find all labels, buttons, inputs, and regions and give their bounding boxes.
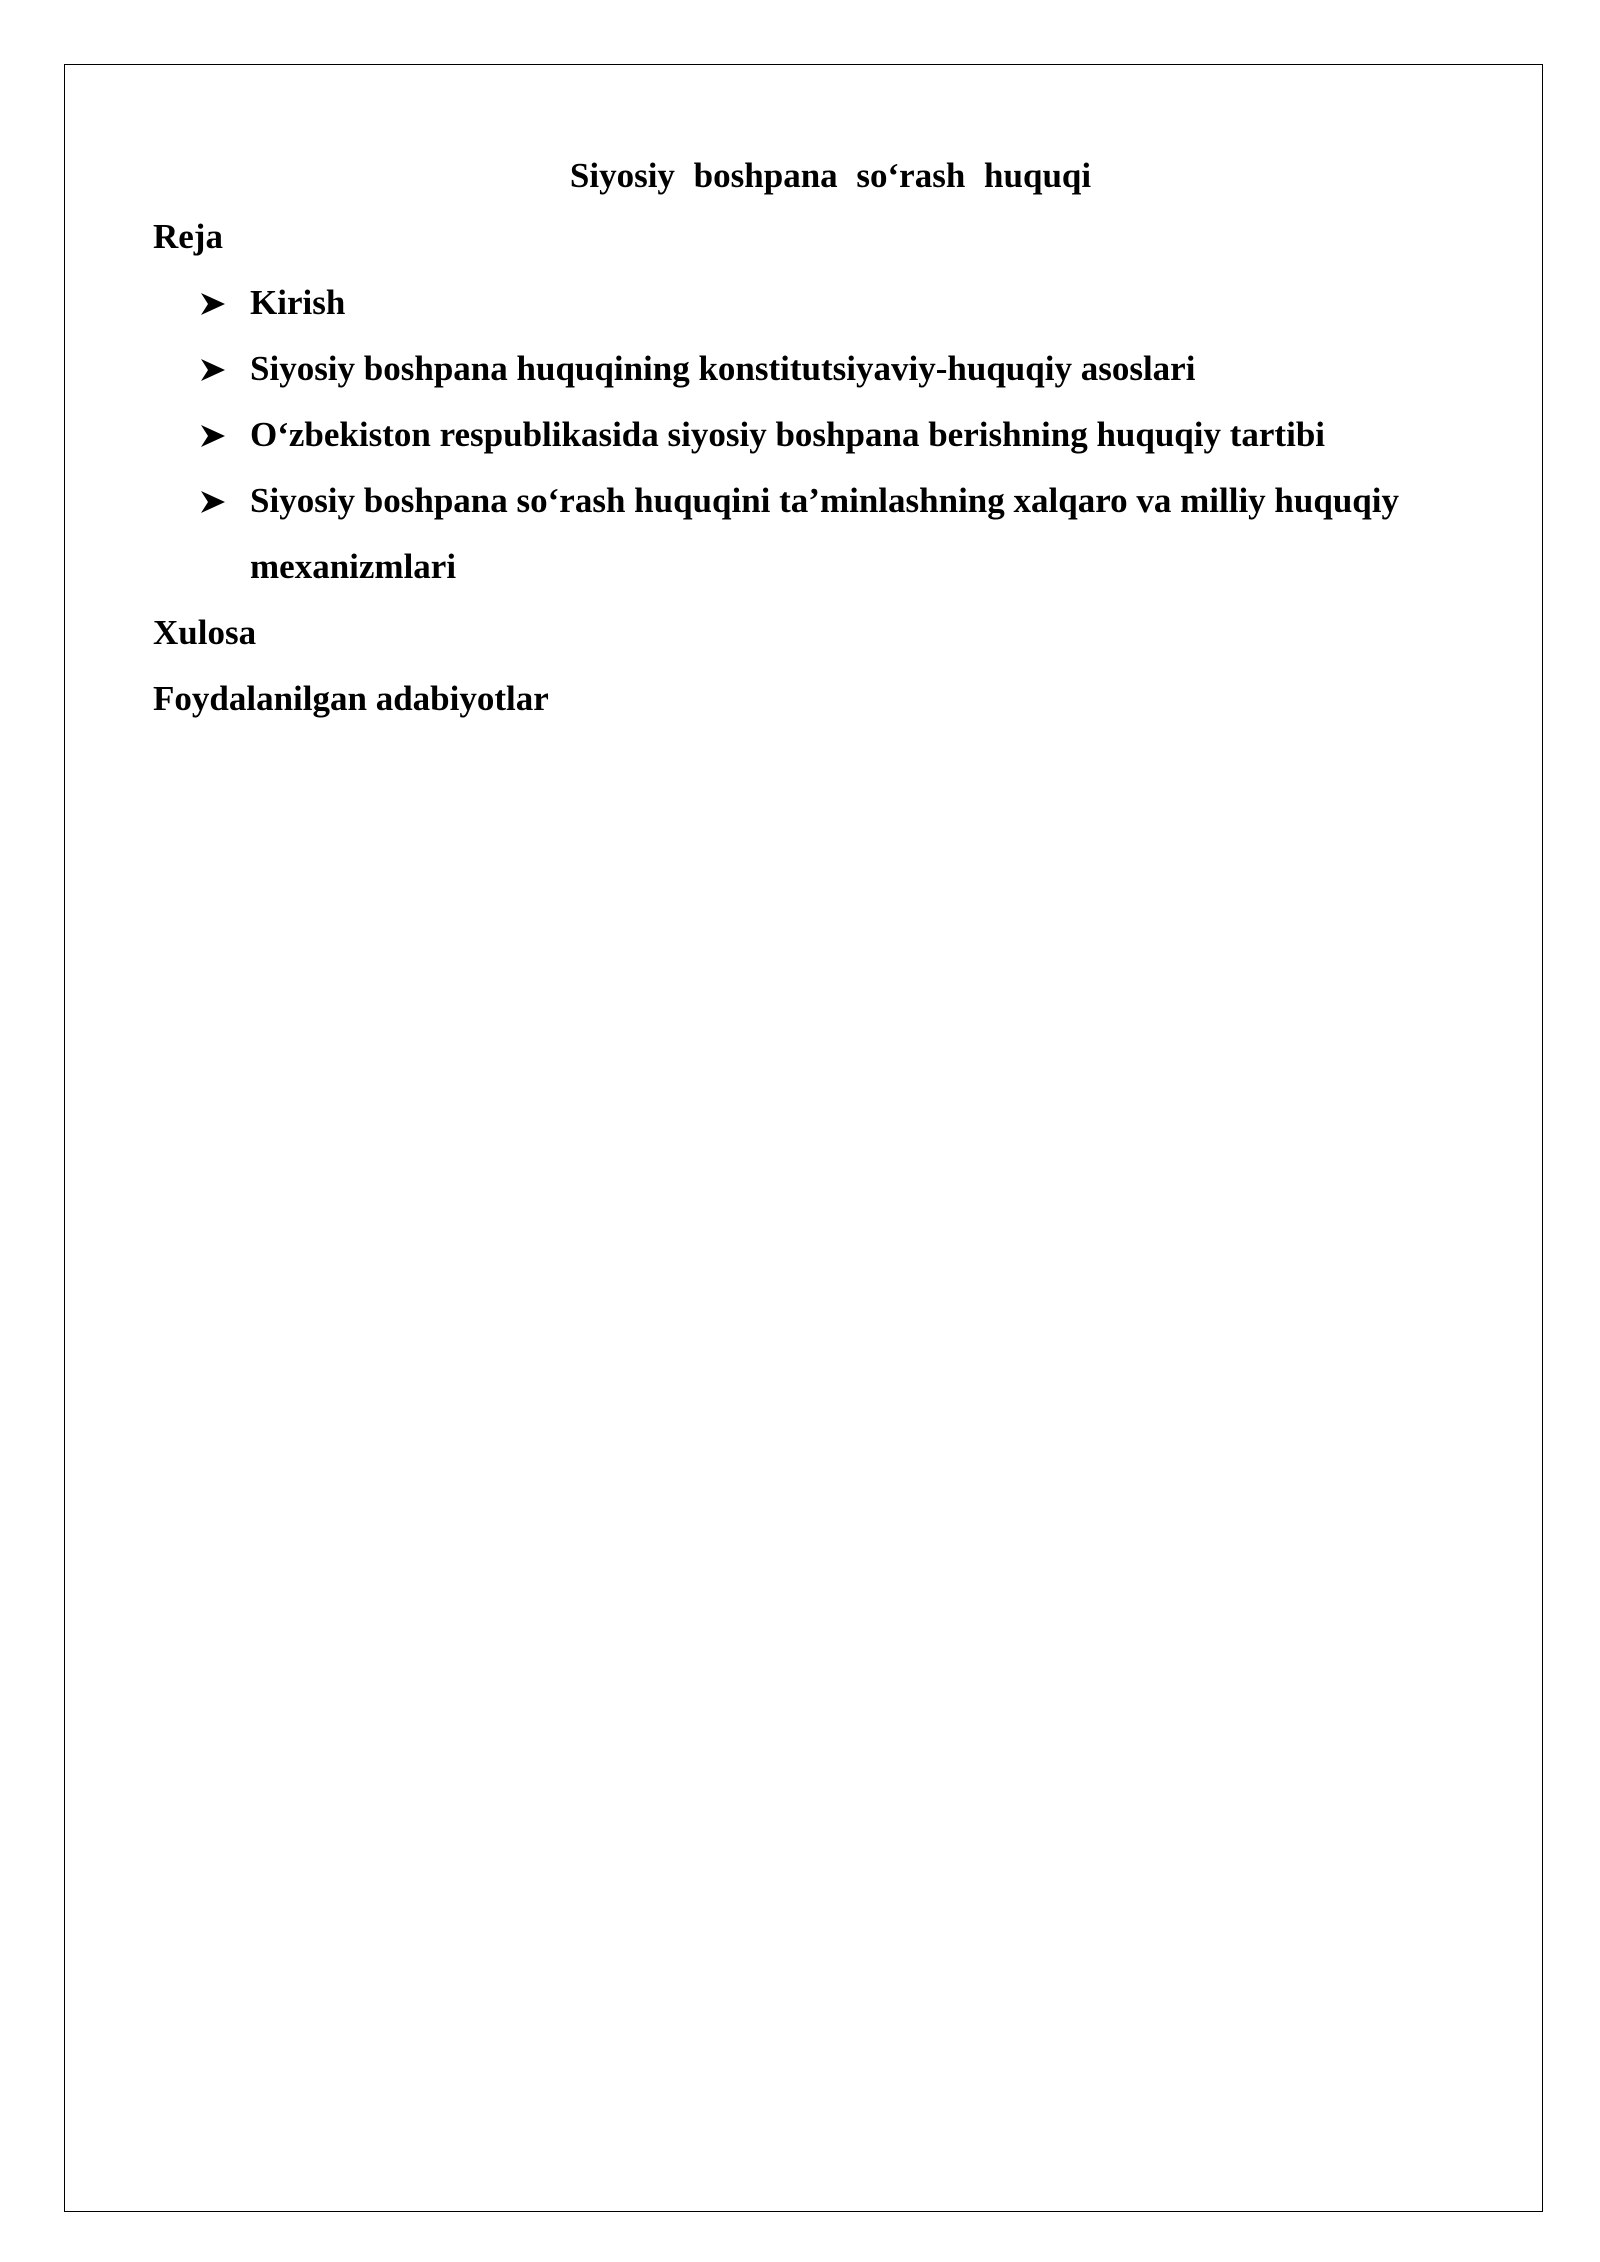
arrowhead-bullet-icon	[200, 270, 250, 336]
plan-item-constitutional-basis	[153, 336, 1498, 402]
arrowhead-bullet-icon	[200, 468, 250, 534]
references-heading: Foydalanilgan adabiyotlar	[153, 679, 549, 718]
arrowhead-bullet-icon	[200, 336, 250, 402]
plan-item-legal-procedure	[153, 402, 1498, 468]
plan-item-label: Kirish	[250, 283, 346, 322]
arrowhead-bullet-icon	[200, 402, 250, 468]
document-body	[153, 148, 1498, 732]
plan-item-label: Siyosiy boshpana huquqining konstitutsiyaviy-huquqiy asoslari	[250, 349, 1196, 388]
plan-item-label: Siyosiy boshpana so‘rash huquqini ta’minlashning xalqaro va milliy huquqiy mexanizmlari	[250, 481, 1399, 586]
conclusion-heading: Xulosa	[153, 613, 257, 652]
document-title: Siyosiy boshpana so‘rash huquqi	[569, 156, 1092, 195]
plan-item-mechanisms	[153, 468, 1498, 600]
plan-item-introduction	[153, 270, 1498, 336]
plan-list	[153, 270, 1498, 600]
plan-heading: Reja	[153, 217, 223, 256]
plan-item-label: O‘zbekiston respublikasida siyosiy boshpana berishning huquqiy tartibi	[250, 415, 1326, 454]
